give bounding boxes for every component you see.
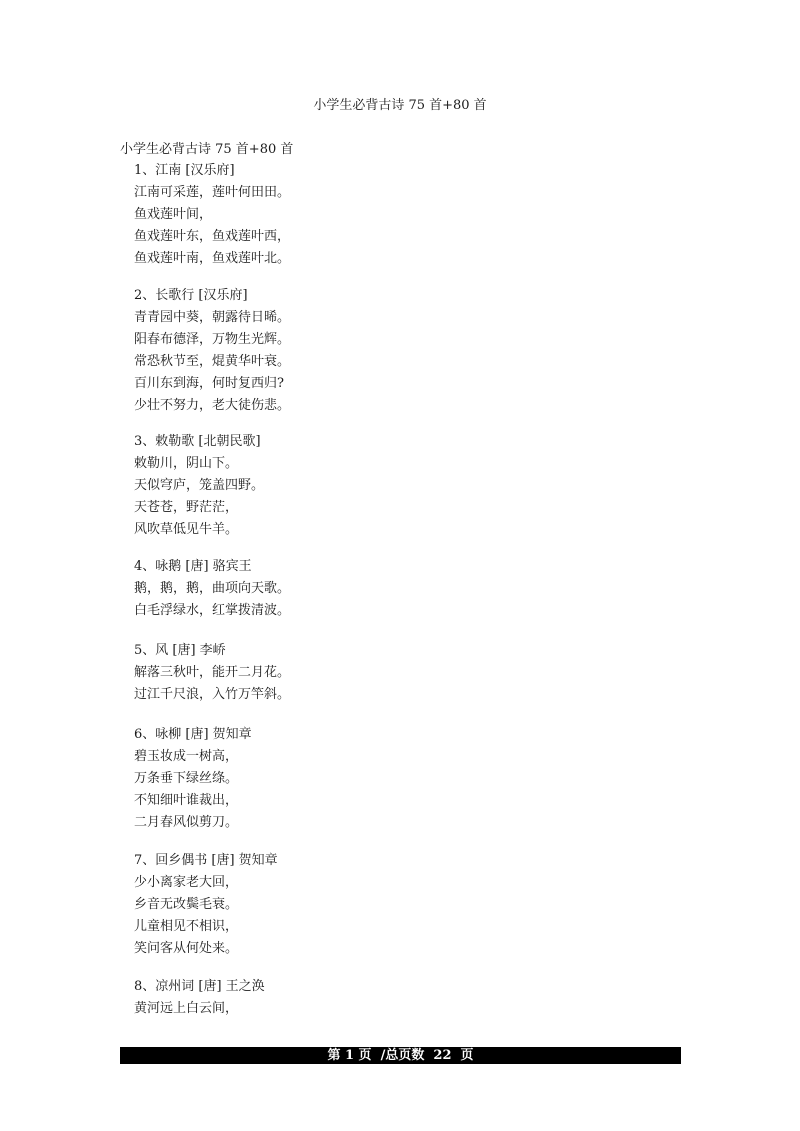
poem-heading: 3、敕勒歌 [北朝民歌] [134, 434, 261, 449]
poem-line: 解落三秋叶，能开二月花。 [134, 665, 291, 680]
poem-line: 黄河远上白云间， [134, 1001, 239, 1016]
poem-line: 万条垂下绿丝绦。 [134, 771, 239, 786]
poem-heading: 8、凉州词 [唐] 王之涣 [134, 979, 265, 994]
poem-line: 笑问客从何处来。 [134, 941, 239, 956]
poem-line: 鹅，鹅，鹅，曲项向天歌。 [134, 581, 291, 596]
poem-heading: 6、咏柳 [唐] 贺知章 [134, 727, 252, 742]
poem-line: 鱼戏莲叶间， [134, 207, 213, 222]
poem-line: 阳春布德泽，万物生光辉。 [134, 332, 291, 347]
poem-heading: 2、长歌行 [汉乐府] [134, 288, 248, 303]
poem-block [134, 556, 290, 622]
poem-line: 不知细叶谁裁出， [134, 793, 239, 808]
poem-line: 敕勒川，阴山下。 [134, 456, 239, 471]
poem-line: 天似穹庐，笼盖四野。 [134, 478, 265, 493]
poem-line: 乡音无改鬓毛衰。 [134, 897, 239, 912]
poem-line: 常恐秋节至，焜黄华叶衰。 [134, 354, 291, 369]
poem-block [134, 850, 278, 960]
poem-block [134, 285, 290, 417]
poem-block [134, 431, 264, 541]
poem-heading: 1、江南 [汉乐府] [134, 163, 235, 178]
poem-block [134, 640, 290, 706]
poem-line: 白毛浮绿水，红掌拨清波。 [134, 603, 291, 618]
poem-line: 鱼戏莲叶南，鱼戏莲叶北。 [134, 251, 291, 266]
poem-line: 过江千尺浪，入竹万竿斜。 [134, 687, 291, 702]
poem-line: 天苍苍，野茫茫， [134, 500, 239, 515]
poem-line: 江南可采莲，莲叶何田田。 [134, 185, 291, 200]
poem-line: 二月春风似剪刀。 [134, 815, 239, 830]
poem-line: 儿童相见不相识， [134, 919, 239, 934]
poem-block [134, 976, 265, 1020]
poem-line: 少小离家老大回， [134, 875, 239, 890]
page-header: 小学生必背古诗 75 首+80 首 [313, 98, 487, 113]
poem-block [134, 724, 252, 834]
poem-line: 碧玉妆成一树高， [134, 749, 239, 764]
poem-heading: 7、回乡偶书 [唐] 贺知章 [134, 853, 278, 868]
poem-heading: 5、风 [唐] 李峤 [134, 643, 226, 658]
poem-heading: 4、咏鹅 [唐] 骆宾王 [134, 559, 252, 574]
poem-line: 百川东到海，何时复西归? [134, 376, 284, 391]
page-footer: 第 1 页 /总页数 22 页 [120, 1047, 681, 1064]
poem-line: 青青园中葵，朝露待日晞。 [134, 310, 291, 325]
poem-line: 鱼戏莲叶东，鱼戏莲叶西， [134, 229, 291, 244]
poem-line: 少壮不努力，老大徒伤悲。 [134, 398, 291, 413]
poem-line: 风吹草低见牛羊。 [134, 522, 239, 537]
document-title: 小学生必背古诗 75 首+80 首 [120, 142, 294, 157]
poem-block [134, 160, 290, 270]
